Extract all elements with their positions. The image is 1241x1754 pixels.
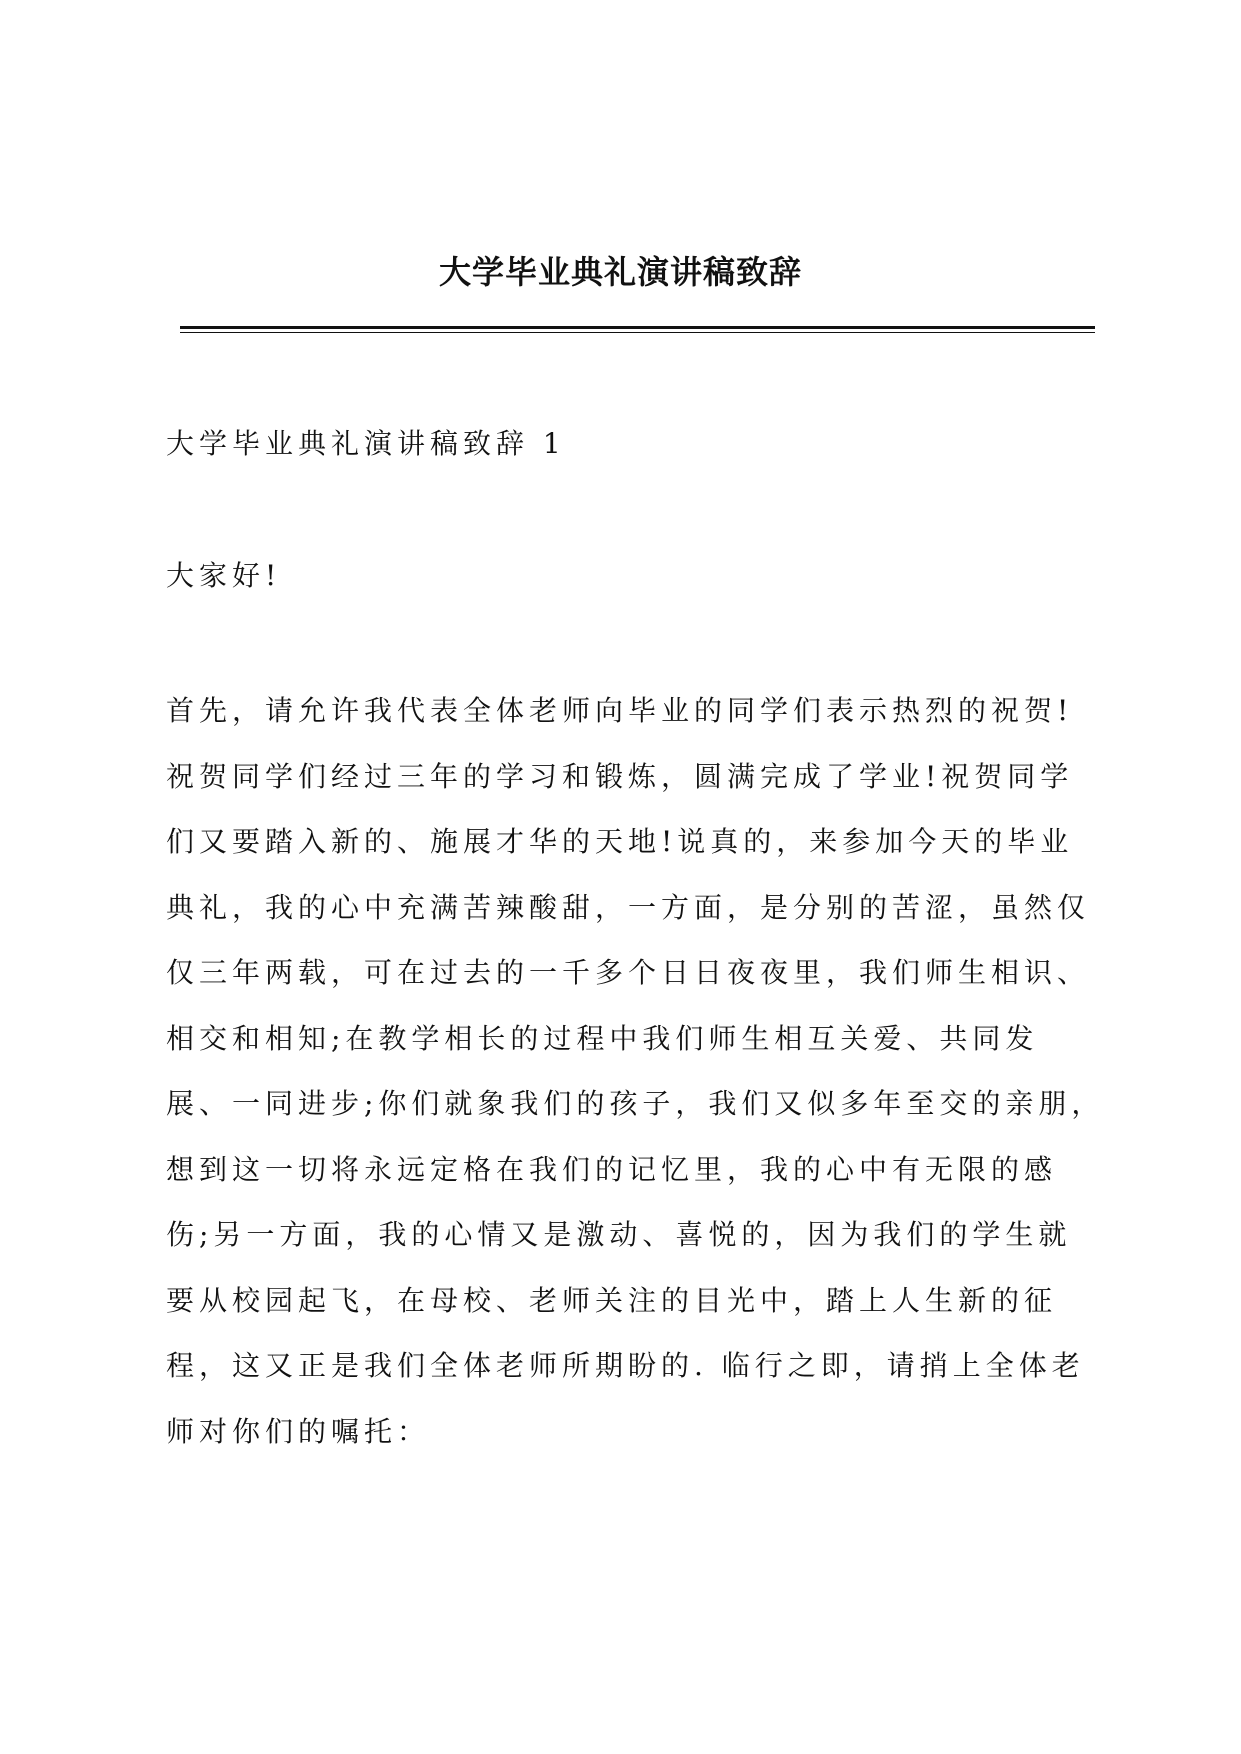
title-divider: [180, 326, 1095, 333]
paragraph-line: 仅三年两载，可在过去的一千多个日日夜夜里，我们师生相识、: [166, 956, 1091, 989]
paragraph-line: 典礼，我的心中充满苦辣酸甜，一方面，是分别的苦涩，虽然仅: [166, 890, 1091, 924]
paragraph-line: 们又要踏入新的、施展才华的天地!说真的，来参加今天的毕业: [166, 825, 1074, 858]
paragraph-line: 相交和相知;在教学相长的过程中我们师生相互关爱、共同发: [166, 1021, 1039, 1055]
section-heading: 大学毕业典礼演讲稿致辞 1: [166, 427, 566, 460]
paragraph-line: 程，这又正是我们全体老师所期盼的. 临行之即，请捎上全体老: [166, 1349, 1085, 1382]
paragraph-line: 想到这一切将永远定格在我们的记忆里，我的心中有无限的感: [166, 1152, 1058, 1186]
paragraph-line: 伤;另一方面，我的心情又是激动、喜悦的，因为我们的学生就: [166, 1218, 1072, 1251]
paragraph-line: 首先，请允许我代表全体老师向毕业的同学们表示热烈的祝贺!: [166, 694, 1074, 727]
paragraph-line: 祝贺同学们经过三年的学习和锻炼，圆满完成了学业!祝贺同学: [166, 759, 1074, 793]
paragraph-line: 展、一同进步;你们就象我们的孩子，我们又似多年至交的亲朋，: [166, 1087, 1105, 1120]
body-paragraph: [166, 678, 1105, 1464]
document-title: 大学毕业典礼演讲稿致辞: [438, 253, 802, 291]
greeting-text: 大家好!: [166, 559, 282, 592]
paragraph-line: 师对你们的嘱托：: [166, 1414, 431, 1448]
paragraph-line: 要从校园起飞，在母校、老师关注的目光中，踏上人生新的征: [166, 1283, 1058, 1317]
